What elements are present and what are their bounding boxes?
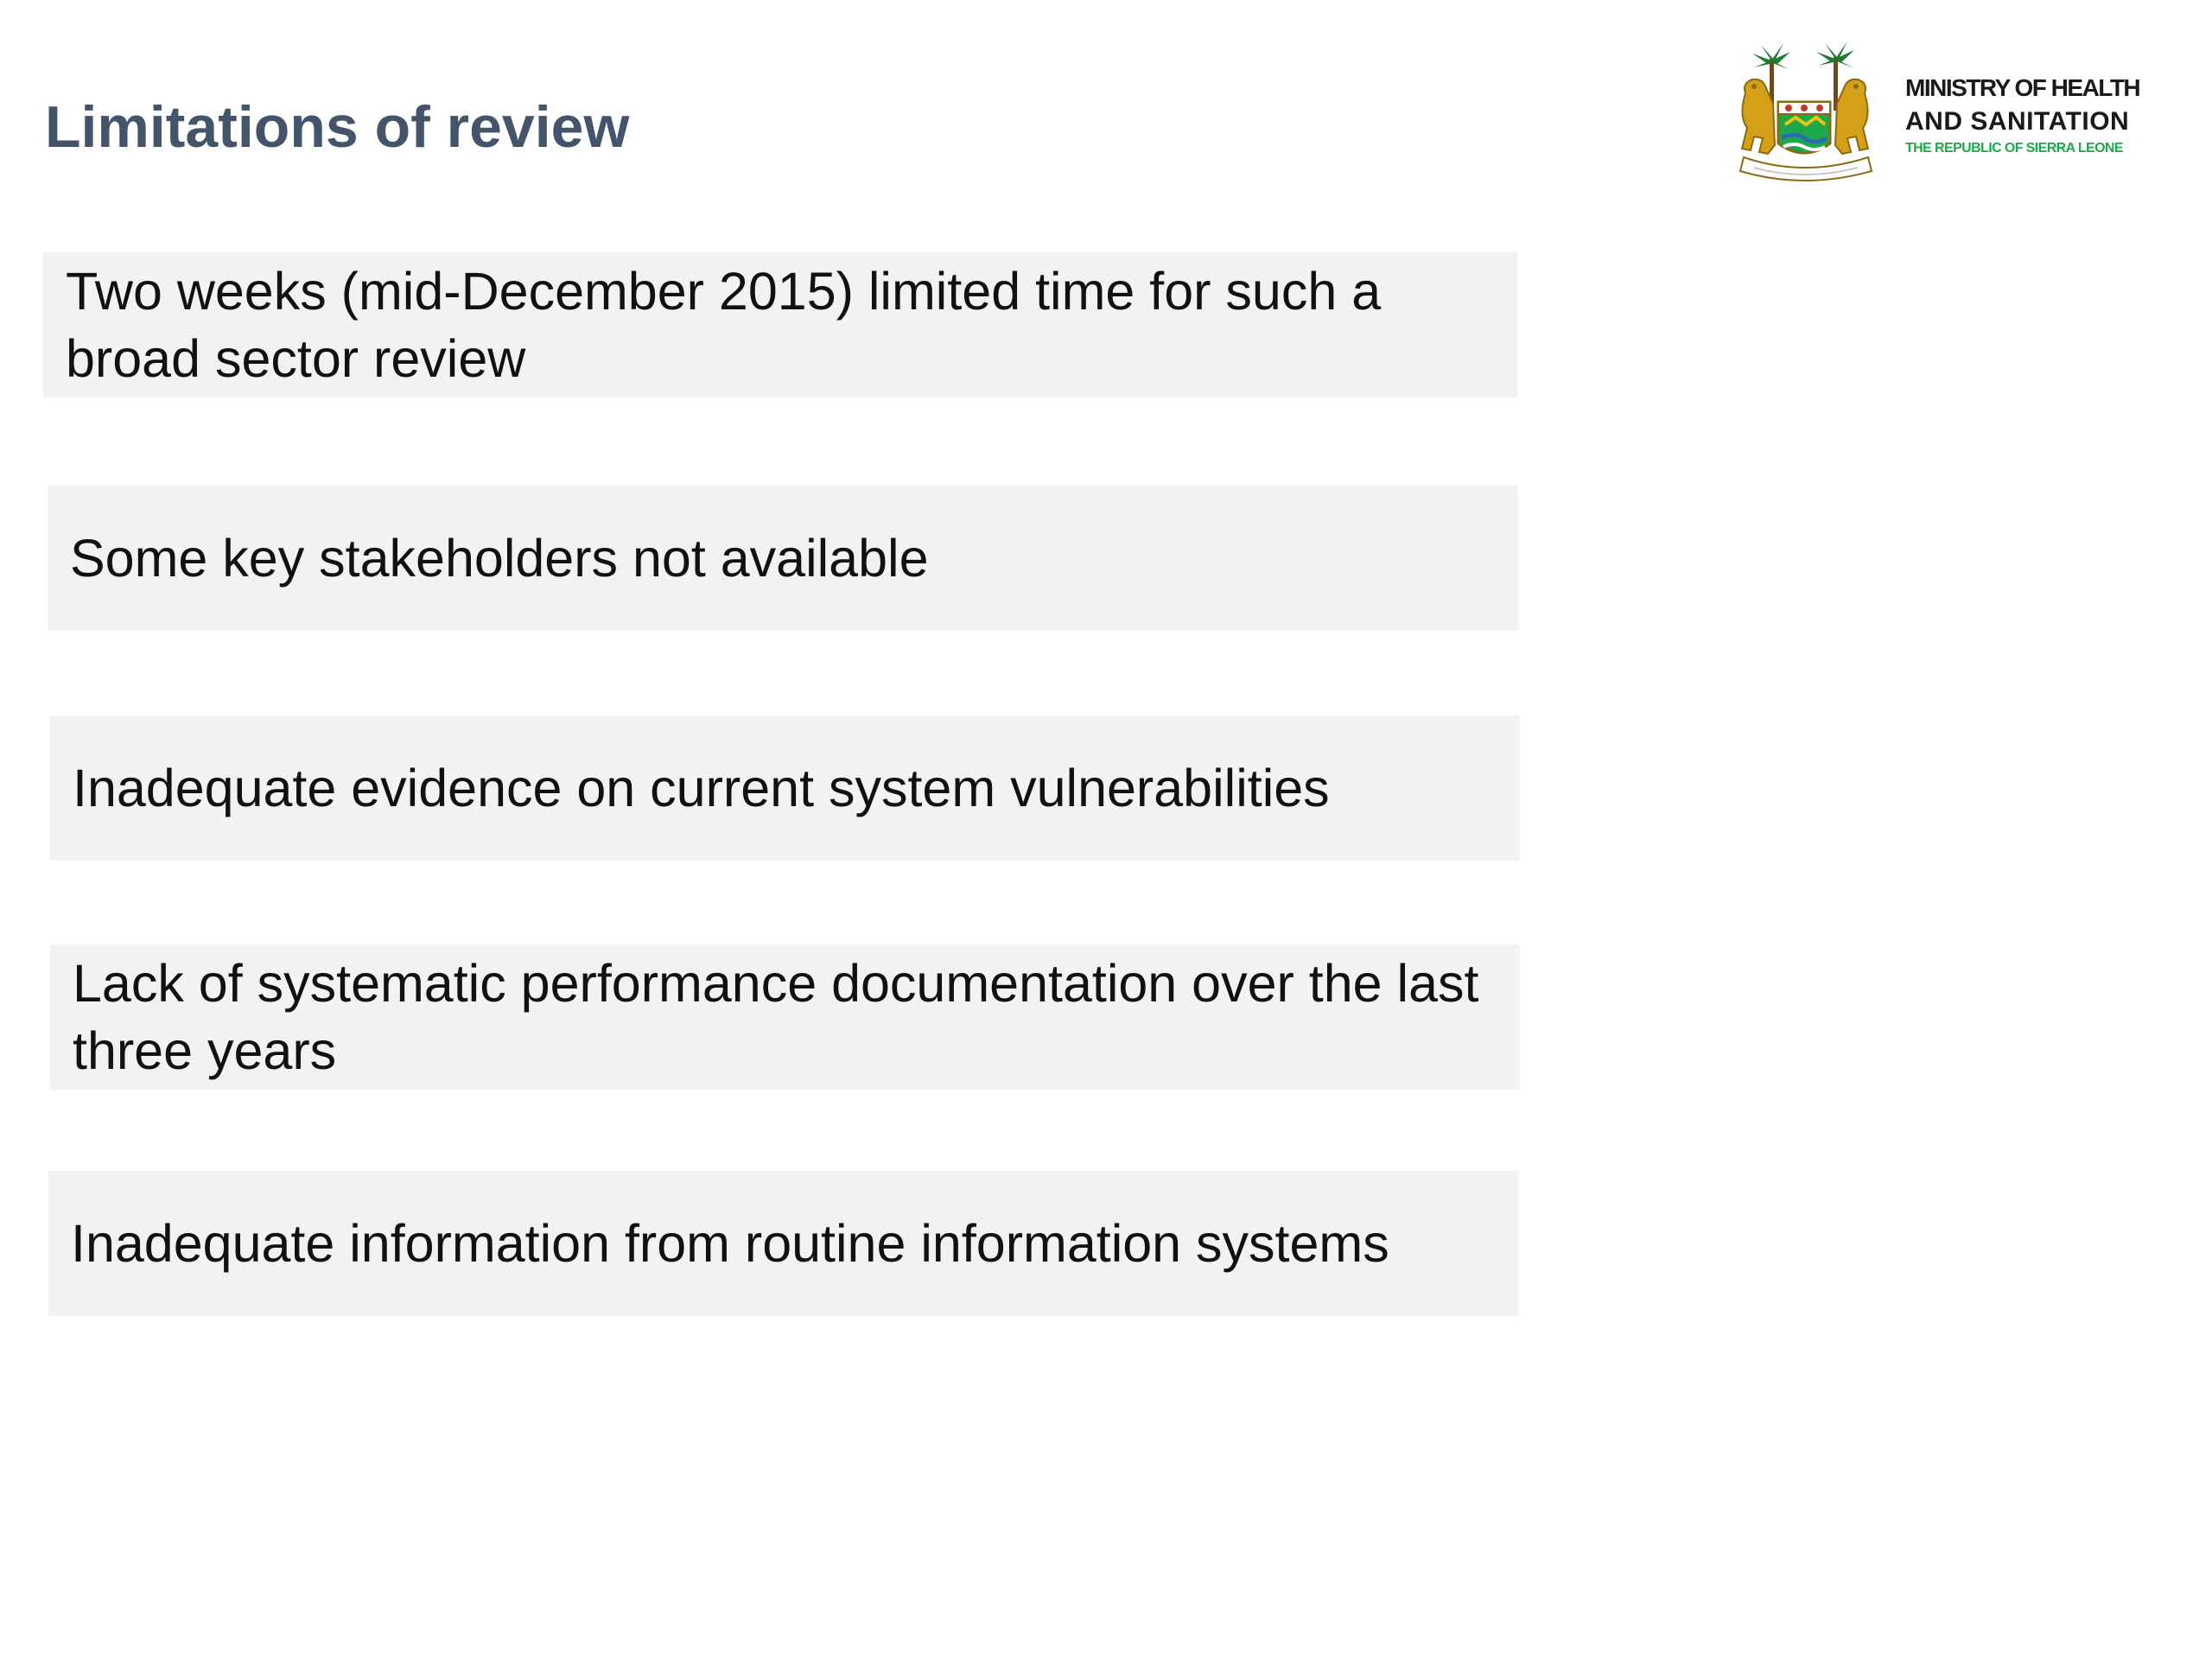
coat-of-arms-icon: [1728, 41, 1884, 190]
ministry-logo: [1728, 41, 2177, 190]
limitation-text: Inadequate evidence on current system vulnerabilities: [73, 759, 1330, 817]
limitation-text: Some key stakeholders not available: [70, 529, 929, 588]
limitation-box-stakeholders: [48, 486, 1518, 631]
logo-sanitation-line: AND SANITATION: [1905, 107, 2130, 136]
limitation-box-information: [48, 1171, 1518, 1316]
limitation-box-evidence: [50, 715, 1520, 861]
logo-ministry-line: MINISTRY OF HEALTH: [1905, 74, 2140, 101]
limitation-box-documentation: [50, 944, 1520, 1090]
slide-title: Limitations of review: [45, 94, 630, 160]
limitation-box-time: [43, 252, 1517, 397]
limitation-text: Two weeks (mid-December 2015) limited time for such a broad sector review: [66, 262, 1382, 388]
logo-republic-line: THE REPUBLIC OF SIERRA LEONE: [1905, 141, 2123, 156]
limitation-text: Lack of systematic performance documentation over the last three years: [73, 954, 1479, 1080]
limitation-text: Inadequate information from routine information systems: [71, 1214, 1389, 1273]
